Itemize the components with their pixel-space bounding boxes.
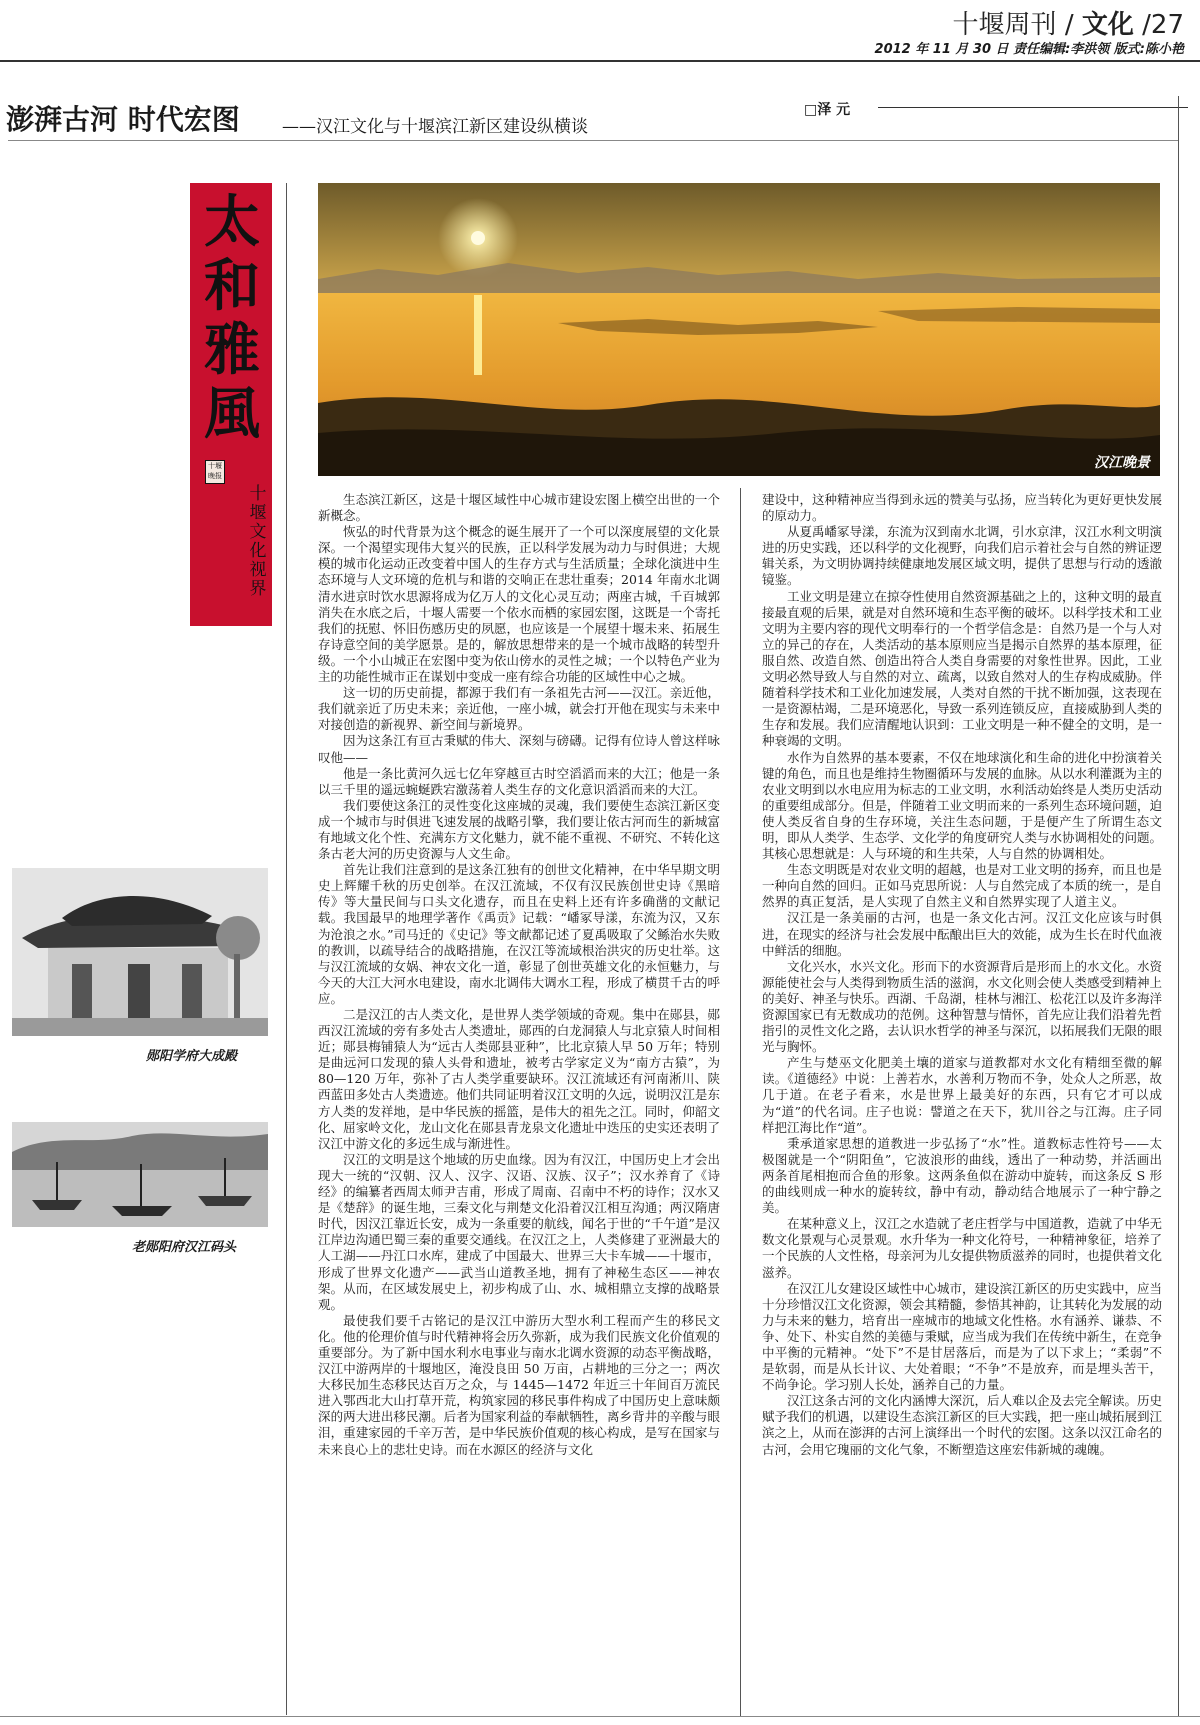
- seal-text: 十堰晚报: [208, 462, 222, 480]
- article-column-2: [762, 492, 1162, 1458]
- masthead: 十堰周刊 / 文化 /27: [952, 10, 1184, 40]
- column-badge-subtitle: 十堰文化视界: [249, 484, 267, 599]
- seal-stamp: [205, 460, 225, 484]
- badge-char: 和: [204, 253, 260, 319]
- footer-rule: [0, 1716, 1200, 1717]
- paragraph: 生态滨江新区，这是十堰区域性中心城市建设宏图上横空出世的一个新概念。: [318, 492, 720, 524]
- sunset-river-image: [318, 183, 1160, 476]
- author-byline: □泽 元: [804, 102, 851, 118]
- column-badge-title: [198, 190, 266, 446]
- paragraph: 水作为自然界的基本要素，不仅在地球演化和生命的进化中扮演着关键的角色，而且也是维持生物圈循环与发展的血脉。从以水利灌溉为主的农业文明到以水电应用为标志的工业文明，水利活动始终是人类历史活动的重要组成部分。但是，伴随着工业文明而来的一系列生态环境问题，迫使人类反省自身的生存环境，关注生态问题，于是便产生了所谓生态文明，即从人类学、生态学、文化学的角度研究人类与水协调相处的问题。其核心思想就是：人与环境的和生共荣，人与自然的协调相处。: [762, 749, 1163, 862]
- headline: 澎湃古河 时代宏图: [6, 103, 240, 136]
- right-column-rule: [1178, 96, 1179, 1716]
- headline-rule: [8, 140, 1178, 141]
- paragraph: 我们要使这条江的灵性变化这座城的灵魂，我们要使生态滨江新区变成一个城市与时俱进飞速发展的战略引擎，我们要让依古河而生的新城富有地域文化个性、充满东方文化魅力，就不能不重视、不研究、不转化这条古老大河的历史资源与人文生命。: [318, 797, 720, 862]
- paragraph: 恢弘的时代背景为这个概念的诞生展开了一个可以深度展望的文化景深。一个渴望实现伟大复兴的民族，正以科学发展为动力与时俱进；大规模的城市化运动正改变着中国人的生存方式与生活质量；全球化演进中生态环境与人文环境的危机与和谐的交响正在悲壮重奏；2014 年南水北调清水进京时饮水思源将成为亿万人的文化心灵互动；两座古城，千百城郭消失在水底之后，十堰人需要一个依水而栖的家园宏图，这既是一个寄托我们的抚慰、怀旧伤感历史的夙愿，也应该是一个展望十堰未来、拓展生存诗意空间的美学愿景。是的，解放思想带来的是一个城市战略的转型升级。一个小山城正在宏图中变为依山傍水的灵性之城；一个以特色产业为主的功能性城市正在谋划中变成一座有综合功能的区域性中心之城。: [318, 524, 720, 685]
- paragraph: 建设中，这种精神应当得到永远的赞美与弘扬，应当转化为更好更快发展的原动力。: [762, 492, 1163, 524]
- byline-rule: [878, 107, 1188, 108]
- paragraph: 工业文明是建立在掠夺性使用自然资源基础之上的，这种文明的最直接最直观的后果，就是对自然环境和生态平衡的破坏。以科学技术和工业文明为主要内容的现代文明奉行的一个哲学信念是：自然乃是一个与人对立的异己的存在，人类活动的基本原则应当是揭示自然界的基本原理，征服自然、改造自然、创造出符合人类自身需要的对象性世界。因此，工业文明必然导致人与自然的对立、疏离，以致自然对人的生存构成威胁。伴随着科学技术和工业化加速发展，人类对自然的干扰不断加强，这表现在一是资源枯竭，二是环境恶化，导致一系列连锁反应，直接威胁到人类的生存和发展。我们应清醒地认识到：工业文明是一种不健全的文明，是一种衰竭的文明。: [762, 588, 1163, 749]
- paragraph: 二是汉江的古人类文化，是世界人类学领域的奇观。集中在郧县，郧西汉江流域的旁有多处古人类遗址，郧西的白龙洞猿人与北京猿人时间相近；郧县梅铺猿人为“远古人类郧县亚种”，比北京猿人早 50 万年；特别是曲远河口发现的猿人头骨和遗址，被考古学家定义为“南方古猿”，为 80—120 万年，弥补了古人类学重要缺环。汉江流域还有河南淅川、陕西蓝田多处古人类遗迹。他们共同证明着汉江文明的久远，说明汉江是东方人类的发祥地，是中华民族的摇篮，是伟大的祖先之江。同时，仰韶文化、屈家岭文化，龙山文化在郧县青龙泉文化遗址中迭压的史实还表明了汉江中游文化的多远生成与渐进性。: [318, 1007, 720, 1151]
- middle-column-rule: [740, 488, 741, 1716]
- photo-caption: 汉江晚景: [1094, 455, 1150, 471]
- dateline: 2012 年 11 月 30 日 责任编辑:李洪领 版式:陈小艳: [874, 42, 1184, 57]
- paragraph: 这一切的历史前提，都源于我们有一条祖先古河——汉江。亲近他，我们就亲近了历史未来；亲近他，一座小城，就会打开他在现实与未来中对接创造的新视界、新空间与新境界。: [318, 685, 720, 733]
- paragraph: 最使我们要千古铭记的是汉江中游历大型水利工程而产生的移民文化。他的伦理价值与时代精神将会历久弥新，成为我们民族文化价值观的重要部分。为了新中国水利水电事业与南水北调水资源的动态平衡战略，汉江中游两岸的十堰地区，淹没良田 50 万亩，占耕地的三分之一；两次大移民加生态移民达百万之众，与 1445—1472 年近三十年间百万流民进入鄂西北大山打草开荒，构筑家园的移民事件构成了中国历史上意味颇深的两大进出移民潮。后者为国家利益的奉献牺牲，离乡背井的辛酸与眼泪，重建家园的千辛万苦，是中华民族价值观的核心构成，是写在国家与未来良心上的悲壮史诗。而在水源区的经济与文化: [318, 1312, 720, 1457]
- paragraph: 他是一条比黄河久远七亿年穿越亘古时空滔滔而来的大江；他是一条以三千里的遥远蜿蜒跌宕激荡着人类生存的文化意识滔滔而来的大江。: [318, 765, 720, 797]
- paper-name: 十堰周刊: [952, 10, 1057, 40]
- paragraph: 从夏禹嶓冢导漾，东流为汉到南水北调，引水京津，汉江水利文明演进的历史实践，还以科学的文化视野，向我们启示着社会与自然的辨证逻辑关系，为文明协调持续健康地发展区域文明，提供了思想与行动的透澈镜鉴。: [762, 524, 1163, 588]
- river-dock-image: [12, 1122, 268, 1227]
- river-dock-photo: [12, 1122, 268, 1227]
- paragraph: 生态文明既是对农业文明的超越，也是对工业文明的扬弃，而且也是一种向自然的回归。正如马克思所说：人与自然完成了本质的统一，是自然界的真正复活，是人实现了自然主义和自然界实现了人道主义。: [762, 862, 1163, 910]
- page-number: 27: [1150, 10, 1184, 40]
- subtitle: ——汉江文化与十堰滨江新区建设纵横谈: [282, 117, 588, 137]
- header-rule: [0, 60, 1200, 62]
- badge-char: 風: [204, 381, 260, 447]
- paragraph: 汉江是一条美丽的古河，也是一条文化古河。汉江文化应该与时俱进，在现实的经济与社会发展中酝酿出巨大的效能，成为生长在时代血液中鲜活的细胞。: [762, 910, 1163, 958]
- paragraph: 汉江这条古河的文化内涵博大深沉，后人难以企及去完全解读。历史赋予我们的机遇，以建设生态滨江新区的巨大实践，把一座山城拓展到江滨之上，从而在澎湃的古河上演绎出一个时代的宏图。这条以汉江命名的古河，会用它瑰丽的文化气象，不断塑造这座宏伟新城的魂魄。: [762, 1393, 1163, 1457]
- temple-hall-image: [12, 868, 268, 1036]
- paragraph: 文化兴水，水兴文化。形而下的水资源背后是形而上的水文化。水资源能使社会与人类得到物质生活的滋润，水文化则会使人类感受到精神上的美好、神圣与快乐。西湖、千岛湖，桂林与湘江、松花江以及许多海洋资源国家已有无数成功的范例。这种智慧与情怀，首先应让我们沿着先哲指引的灵性文化之路，去认识水哲学的神圣与深沉，以拓展我们无限的眼光与胸怀。: [762, 958, 1163, 1055]
- paragraph: 首先让我们注意到的是这条江独有的创世文化精神，在中华早期文明史上辉耀千秋的历史创举。在汉江流域，不仅有汉民族创世史诗《黑暗传》等大量民间与口头文化遗存，而且在史料上还有许多确凿的文献记载。我国最早的地理学著作《禹贡》记载：“嶓冢导漾，东流为汉，又东为沧浪之水。”司马迁的《史记》等文献都记述了夏禹吸取了父鲧治水失败的教训，以疏导结合的战略措施，在汉江等流域根治洪灾的历史壮举。这与汉江流域的女娲、神农文化一道，彰显了创世英雄文化的永恒魅力，与今天的大江大河水电建设，南水北调伟大调水工程，形成了横贯千古的呼应。: [318, 862, 720, 1006]
- article-column-1: [318, 492, 720, 1458]
- section-name: 文化: [1081, 10, 1134, 40]
- paragraph: 产生与楚巫文化肥美土壤的道家与道教都对水文化有精细至微的解读。《道德经》中说：上善若水，水善利万物而不争，处众人之所恶，故几于道。在老子看来，水是世界上最美好的东西，只有它才可以成为“道”的代名词。庄子也说：譬道之在天下，犹川谷之与江海。庄子同样把江海比作“道”。: [762, 1055, 1162, 1135]
- paragraph: 秉承道家思想的道教进一步弘扬了“水”性。道教标志性符号——太极图就是一个“阴阳鱼”，它波浪形的曲线，透出了一种动势，并活画出两条首尾相抱而合鱼的形象。这两条鱼似在游动中旋转，而这条反 S 形的曲线则成一种水的旋转纹，静中有动，静动结合地展示了一种宁静之美。: [762, 1135, 1162, 1216]
- badge-char: 雅: [204, 317, 260, 383]
- paragraph: 汉江的文明是这个地域的历史血缘。因为有汉江，中国历史上才会出现大一统的“汉朝、汉人、汉字、汉语、汉族、汉子”；汉水养育了《诗经》的编纂者西周太师尹吉甫，形成了周南、召南中不朽的诗作；汉水又是《楚辞》的诞生地，三秦文化与荆楚文化沿着汉江相互沟通；两汉隋唐时代，因汉江靠近长安，成为一条重要的航线，闻名于世的“千午道”是汉江岸边沟通巴蜀三秦的重要交通线。在汉江之上，人类修建了亚洲最大的人工湖——丹江口水库，建成了中国最大、世界三大卡车城——十堰市，形成了世界文化遗产——武当山道教圣地，拥有了神秘生态区——神农架。从而，在区域发展史上，初步构成了山、水、城相鼎立支撑的战略景观。: [318, 1151, 720, 1312]
- photo-caption: 老郧阳府汉江码头: [132, 1240, 237, 1255]
- sunset-river-photo: [318, 183, 1160, 476]
- left-column-rule: [286, 183, 287, 1715]
- paragraph: 在某种意义上，汉江之水造就了老庄哲学与中国道教，造就了中华无数文化景观与心灵景观。水升华为一种文化符号，一种精神象征，培养了一个民族的人文性格，母亲河为儿女提供物质滋养的同时，也提供着文化滋养。: [762, 1216, 1163, 1280]
- badge-char: 太: [204, 189, 260, 255]
- photo-caption: 郧阳学府大成殿: [146, 1049, 238, 1064]
- paragraph: 因为这条江有亘古秉赋的伟大、深刻与磅礴。记得有位诗人曾这样咏叹他——: [318, 733, 720, 765]
- temple-hall-photo: [12, 868, 268, 1036]
- paragraph: 在汉江儿女建设区域性中心城市，建设滨江新区的历史实践中，应当十分珍惜汉江文化资源，领会其精髓，参悟其神韵，让其转化为发展的动力与未来的魅力，培育出一座城市的地域文化性格。水有涵养、谦恭、不争、处下、朴实自然的美德与秉赋，应当成为我们在传统中新生，在竞争中平衡的元精神。“处下”不是甘居落后，而是为了以下求上；“柔弱”不是软弱，而是从长计议、大处着眼；“不争”不是放弃，而是埋头苦干，不尚争论。学习别人长处，涵养自己的力量。: [762, 1280, 1163, 1393]
